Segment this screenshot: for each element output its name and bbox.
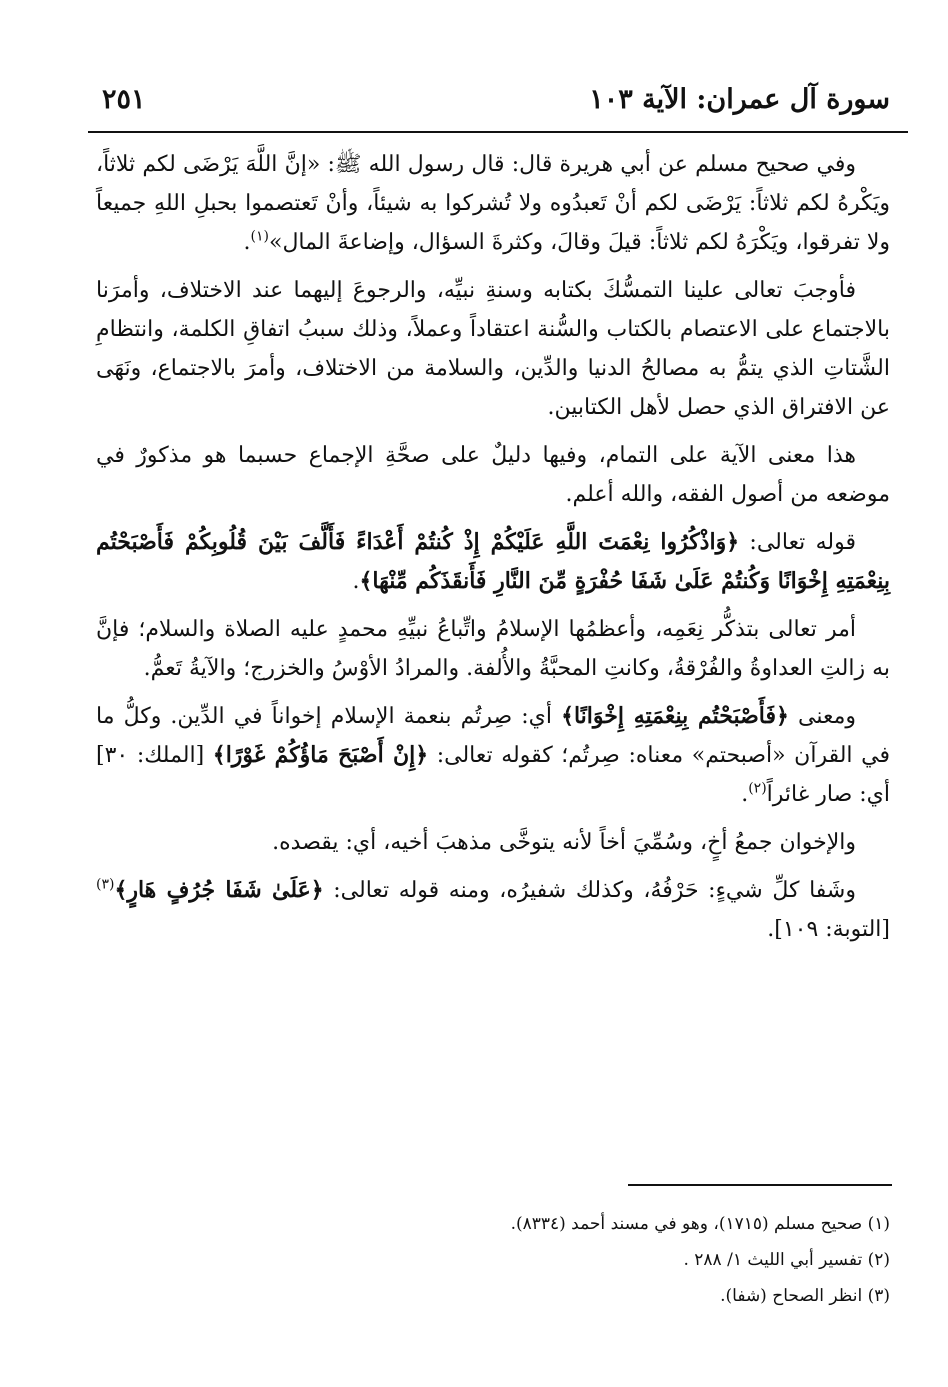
footnote-2: (٢) تفسير أبي الليث ١/ ٢٨٨ . (683, 1250, 890, 1270)
shafa-quran: ﴿عَلَىٰ شَفَا جُرُفٍ هَارٍ﴾ (114, 877, 324, 903)
ayah-quran: ﴿وَاذْكُرُوا نِعْمَتَ اللَّهِ عَلَيْكُمْ إِذْ كُنتُمْ أَعْدَاءً فَأَلَّفَ بَيْنَ قُلُوبِكُمْ فَأَصْبَحْتُم بِنِعْمَتِهِ إِخْوَانًا وَكُنتُمْ عَلَىٰ شَفَا حُفْرَةٍ مِّنَ النَّارِ فَأَنقَذَكُم مِّنْهَا﴾ (96, 529, 890, 594)
ayah-intro: قوله تعالى: (739, 530, 856, 555)
paragraph-meaning (96, 697, 890, 814)
paragraph-blessing: أمر تعالى بتذكُّر نِعَمِه، وأعظمُها الإسلامُ واتِّباعُ نبيِّهِ محمدٍ عليه الصلاة والسلام؛ فإنَّ به زالتِ العداوةُ والفُرْقةُ، وكانتِ المحبَّةُ والأُلفة. والمرادُ الأوْسُ والخزرج؛ والآيةُ تَعمُّ. (96, 617, 890, 681)
meaning-part-3: [الملك: ٣٠] أي: صار غائراً (96, 743, 890, 807)
paragraph-ayah (96, 523, 890, 601)
footnote-1: (١) صحيح مسلم (١٧١٥)، وهو في مسند أحمد (٨٣٣٤). (510, 1214, 890, 1234)
meaning-quran-2: ﴿إِنْ أَصْبَحَ مَاؤُكُمْ غَوْرًا﴾ (212, 742, 429, 768)
body-text (96, 145, 890, 958)
footnote-ref-1[interactable]: (١) (250, 228, 269, 245)
ayah-end: . (352, 569, 360, 594)
running-title: سورة آل عمران: الآية ١٠٣ (589, 84, 890, 115)
meaning-end: . (741, 782, 749, 807)
footnote-3: (٣) انظر الصحاح (شفا). (720, 1286, 890, 1306)
paragraph-brothers: والإخوان جمعُ أخٍ، وسُمِّيَ أخاً لأنه يتوخَّى مذهبَ أخيه، أي: يقصده. (272, 830, 856, 855)
shafa-part-2: [التوبة: ١٠٩]. (767, 917, 890, 942)
meaning-part-1: ومعنى (788, 704, 856, 729)
paragraph-hadith: وفي صحيح مسلم عن أبي هريرة قال: قال رسول الله ﷺ: «إنَّ اللَّهَ يَرْضَى لكم ثلاثاً، ويَكْرهُ لكم ثلاثاً: يَرْضَى لكم أنْ تَعبدُوه ولا تُشركوا به شيئاً، وأنْ تَعتصموا بحبلِ اللهِ جميعاً ولا تفرقوا، ويَكْرَهُ لكم ثلاثاً: قيلَ وقالَ، وكثرةَ السؤال، وإضاعةَ المال»$^{(١)}$. (96, 152, 890, 255)
footnote-rule (628, 1184, 892, 1186)
paragraph-obligation: فأوجبَ تعالى علينا التمسُّكَ بكتابه وسنةِ نبيِّه، والرجوعَ إليهما عند الاختلاف، وأمرَنا بالاجتماع على الاعتصام بالكتاب والسُّنة اعتقاداً وعملاً، وذلك سببُ اتفاقِ الكلمة، وانتظامِ الشَّتاتِ الذي يتمُّ به مصالحُ الدنيا والدِّين، والسلامة من الاختلاف، وأمرَ بالاجتماع، ونَهَى عن الافتراق الذي حصل لأهل الكتابين. (96, 278, 890, 420)
footnote-ref-2[interactable]: (٢) (748, 780, 767, 797)
paragraph-shafa (96, 871, 890, 949)
footnotes (96, 1206, 890, 1314)
hadith-text: وفي صحيح مسلم عن أبي هريرة قال: قال رسول الله ﷺ: «إنَّ اللَّهَ يَرْضَى لكم ثلاثاً، ويَكْرهُ لكم ثلاثاً: يَرْضَى لكم أنْ تَعبدُوه ولا تُشركوا به شيئاً، وأنْ تَعتصموا بحبلِ اللهِ جميعاً ولا تفرقوا، ويَكْرَهُ لكم ثلاثاً: قيلَ وقالَ، وكثرةَ السؤال، وإضاعةَ المال» (96, 152, 890, 255)
shafa-part-1: وشَفا كلِّ شيءٍ: حَرْفُهُ، وكذلك شفيرُه، ومنه قوله تعالى: (323, 878, 856, 903)
meaning-quran-1: ﴿فَأَصْبَحْتُم بِنِعْمَتِهِ إِخْوَانًا﴾ (561, 703, 789, 729)
paragraph-consensus: هذا معنى الآية على التمام، وفيها دليلٌ على صحَّةِ الإجماع حسبما هو مذكورٌ في موضعه من أصول الفقه، والله أعلم. (96, 443, 890, 507)
header-rule (88, 131, 908, 133)
page-number: ٢٥١ (102, 84, 146, 115)
meaning-part-2: أي: صِرتُم بنعمة الإسلام إخواناً في الدِّين. وكلُّ ما في القرآن «أصبحتم» معناه: صِرتُم؛ كقوله تعالى: (96, 704, 890, 768)
footnote-ref-3[interactable]: (٣) (96, 876, 115, 893)
